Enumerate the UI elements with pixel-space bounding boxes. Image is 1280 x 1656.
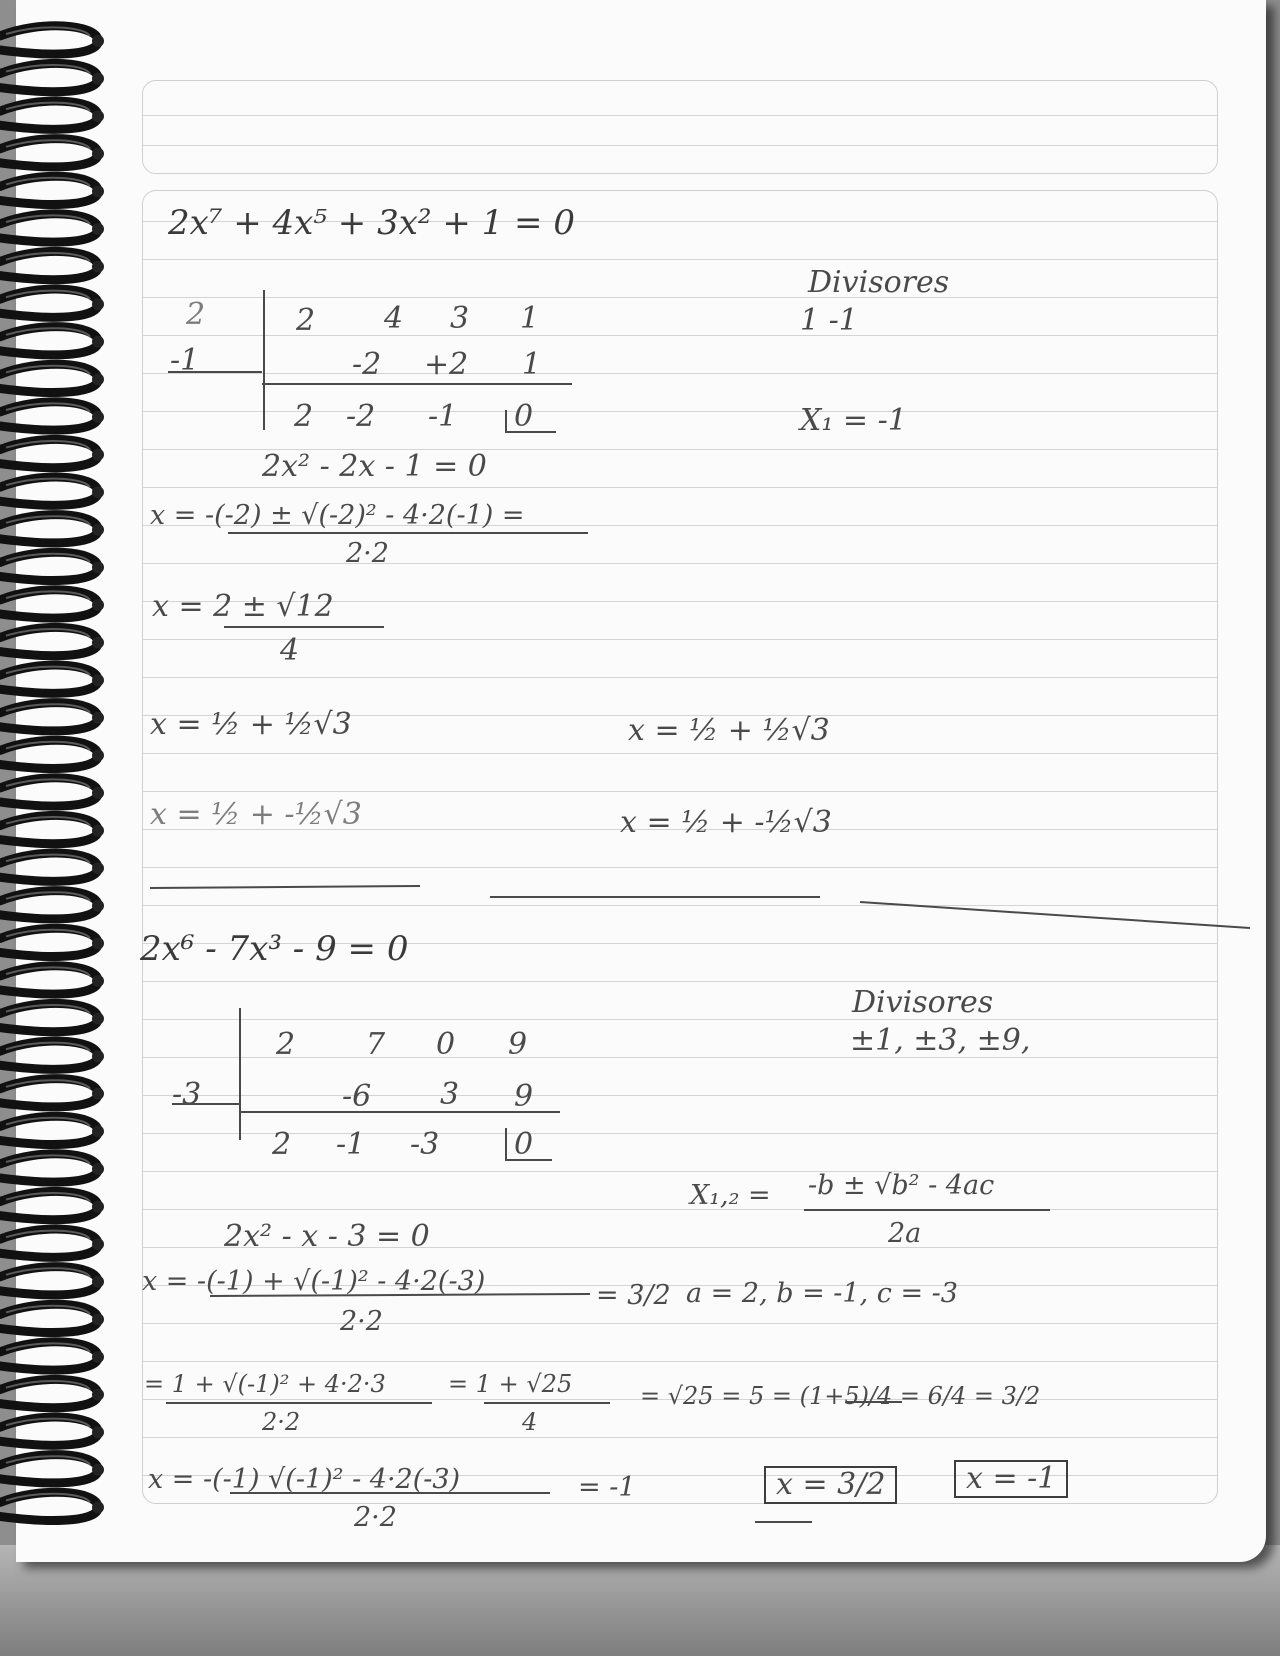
problem2-divisors-label: Divisores (852, 985, 994, 1020)
ruffini2-cell: 2 (272, 1127, 292, 1162)
ruffini1-cell: 1 (522, 347, 542, 382)
problem2-step-c: = √25 = 5 = (1+5)/4 = 6/4 = 3/2 (640, 1382, 1041, 1410)
ruffini2-cell: 2 (276, 1027, 296, 1062)
problem2-minus-denominator: 2·2 (354, 1502, 397, 1533)
ruffini1-cell: -2 (352, 347, 382, 382)
problem2-minus-numerator: x = -(-1) √(-1)² - 4·2(-3) (148, 1464, 461, 1495)
problem2-quadratic-denominator: 2·2 (340, 1306, 383, 1337)
problem1-equation: 2x⁷ + 4x⁵ + 3x² + 1 = 0 (168, 203, 575, 243)
problem1-solution-minus-left: x = ½ + -½√3 (150, 797, 362, 832)
problem1-ruffini-divisor: -1 (170, 343, 200, 378)
problem2-ruffini-divisor: -3 (172, 1077, 202, 1112)
problem2-formula-numerator: -b ± √b² - 4ac (808, 1170, 995, 1201)
ruffini2-cell: -3 (410, 1127, 440, 1162)
problem2-step-b-numerator: = 1 + √25 (448, 1370, 573, 1398)
ruffini1-cell: -1 (428, 399, 458, 434)
ruffini2-cell: 9 (508, 1027, 528, 1062)
problem1-root: X₁ = -1 (800, 403, 907, 438)
problem2-equation: 2x⁶ - 7x³ - 9 = 0 (140, 929, 409, 969)
problem1-quadratic-numerator: x = -(-2) ± √(-2)² - 4·2(-1) = (150, 500, 525, 531)
answer-box-1: x = 3/2 (764, 1466, 897, 1504)
problem2-formula-lhs: X₁,₂ = (690, 1180, 771, 1211)
ruffini1-cell: +2 (424, 347, 469, 382)
problem1-divisors: 1 -1 (800, 303, 858, 338)
problem1-divisors-label: Divisores (808, 265, 950, 300)
problem2-quadratic-result: = 3/2 (596, 1280, 671, 1311)
ruffini2-cell: 3 (440, 1077, 460, 1112)
ruffini2-cell: 9 (514, 1079, 534, 1114)
problem2-minus-result: = -1 (578, 1472, 636, 1503)
problem1-simplified-denominator: 4 (280, 633, 300, 668)
ruffini2-remainder: 0 (514, 1127, 534, 1162)
problem1-reduced-equation: 2x² - 2x - 1 = 0 (262, 449, 487, 484)
problem2-coefficients: a = 2, b = -1, c = -3 (686, 1278, 958, 1309)
ruffini2-cell: 7 (366, 1027, 386, 1062)
problem1-simplified-numerator: x = 2 ± √12 (152, 589, 334, 624)
problem2-reduced-equation: 2x² - x - 3 = 0 (224, 1219, 430, 1254)
ruffini1-cell: 1 (520, 301, 540, 336)
ruffini1-cell: 4 (384, 301, 404, 336)
problem1-solution-plus-left: x = ½ + ½√3 (150, 707, 352, 742)
problem2-divisors: ±1, ±3, ±9, (850, 1023, 1031, 1058)
answer-box-2: x = -1 (954, 1460, 1068, 1498)
ruffini2-cell: -1 (336, 1127, 366, 1162)
ruffini2-cell: 0 (436, 1027, 456, 1062)
ruffini1-cell: 2 (294, 399, 314, 434)
problem2-step-a-numerator: = 1 + √(-1)² + 4·2·3 (144, 1370, 386, 1398)
ruffini2-cell: -6 (342, 1079, 372, 1114)
ruffini1-cell: 2 (296, 303, 316, 338)
problem1-quadratic-denominator: 2·2 (346, 538, 389, 569)
problem2-formula-denominator: 2a (888, 1218, 922, 1249)
problem1-solution-plus-right: x = ½ + ½√3 (628, 713, 830, 748)
problem2-step-a-denominator: 2·2 (262, 1408, 301, 1436)
problem2-step-b-denominator: 4 (522, 1408, 538, 1436)
problem2-quadratic-numerator: x = -(-1) + √(-1)² - 4·2(-3) (142, 1266, 486, 1297)
ruffini1-cell: 3 (450, 301, 470, 336)
problem1-solution-minus-right: x = ½ + -½√3 (620, 805, 832, 840)
ruffini1-cell: -2 (346, 399, 376, 434)
ruffini1-remainder: 0 (514, 399, 534, 434)
problem1-ruffini-struck-divisor: 2 (186, 297, 206, 332)
